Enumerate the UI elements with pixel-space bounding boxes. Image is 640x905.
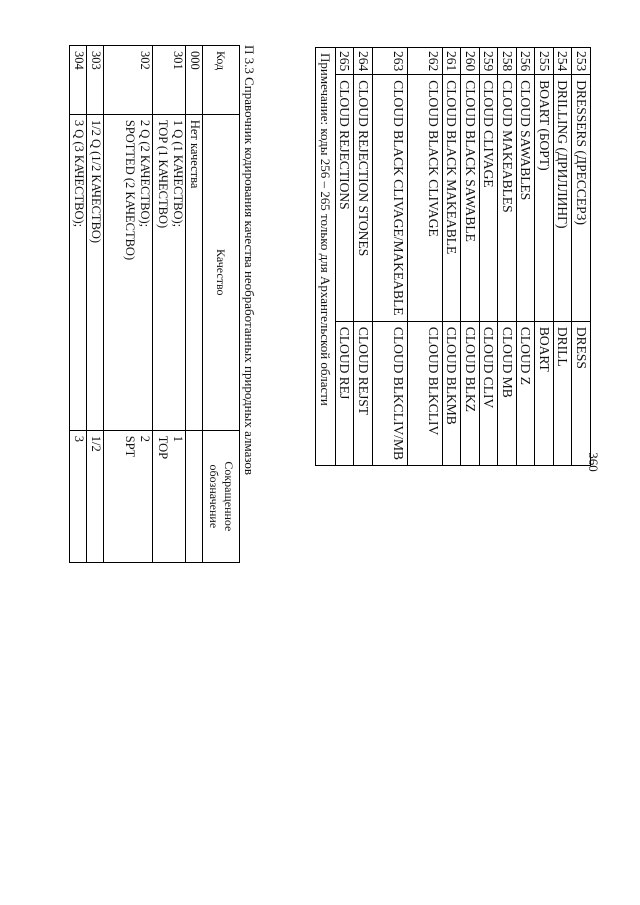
code-cell: 254 bbox=[554, 48, 573, 75]
abbr-cell: CLOUD BLKCLIV bbox=[408, 321, 443, 465]
abbr-cell bbox=[104, 430, 153, 562]
name-cell: DRILLING (ДРИЛЛИНГ) bbox=[554, 75, 573, 322]
abbr-line: 1 bbox=[171, 435, 185, 442]
code-cell: 255 bbox=[535, 48, 554, 75]
abbr-cell: DRESS bbox=[572, 321, 591, 465]
header-code-label: Код bbox=[214, 51, 229, 71]
name-cell: CLOUD BLACK CLIVAGE bbox=[408, 75, 443, 322]
abbr-line: TOP bbox=[156, 435, 170, 460]
name-cell: BOART (БОРТ) bbox=[535, 75, 554, 322]
table-row bbox=[554, 48, 573, 466]
table-row bbox=[480, 48, 499, 466]
quality-cell: 1/2 Q (1/2 КАЧЕСТВО) bbox=[87, 114, 104, 430]
name-cell: DRESSERS (ДРЕССЕРЗ) bbox=[572, 75, 591, 322]
table-row bbox=[153, 46, 186, 563]
code-cell: 262 bbox=[408, 48, 443, 75]
code-cell: 302 bbox=[104, 46, 153, 115]
table-caption: П 3.3 Справочник кодирования качества необработанных природных алмазов bbox=[242, 45, 257, 476]
abbr-cell: DRILL bbox=[554, 321, 573, 465]
name-cell: CLOUD SAWABLES bbox=[517, 75, 536, 322]
code-cell: 301 bbox=[153, 46, 186, 115]
abbr-cell bbox=[153, 430, 186, 562]
table-row bbox=[408, 48, 443, 466]
abbr-cell: CLOUD BLKZ bbox=[461, 321, 480, 465]
abbr-line: SPT bbox=[123, 435, 137, 458]
code-cell: 265 bbox=[336, 48, 355, 75]
abbr-cell: CLOUD MB bbox=[498, 321, 517, 465]
name-cell: CLOUD BLACK CLIVAGE/MAKEABLE bbox=[373, 75, 408, 322]
abbr-cell: CLOUD CLIV bbox=[480, 321, 499, 465]
name-cell: CLOUD BLACK MAKEABLE bbox=[443, 75, 462, 322]
table-row bbox=[354, 48, 373, 466]
code-cell: 259 bbox=[480, 48, 499, 75]
quality-line: TOP (1 КАЧЕСТВО) bbox=[156, 119, 170, 229]
table-row bbox=[461, 48, 480, 466]
header-abbr bbox=[203, 430, 240, 562]
quality-cell: Нет качества bbox=[186, 114, 203, 430]
code-cell: 260 bbox=[461, 48, 480, 75]
header-abbr-line1: Сокращенное bbox=[222, 461, 236, 532]
name-cell: CLOUD REJECTION STONES bbox=[354, 75, 373, 322]
abbr-cell: 1/2 bbox=[87, 430, 104, 562]
abbr-cell: CLOUD REJ bbox=[336, 321, 355, 465]
table-row bbox=[104, 46, 153, 563]
table-row bbox=[70, 46, 87, 563]
abbr-cell: CLOUD BLKCLIV/MB bbox=[373, 321, 408, 465]
table-note: Примечание: коды 256 – 265 только для Архангельской области bbox=[316, 48, 336, 466]
abbr-cell: CLOUD REJST bbox=[354, 321, 373, 465]
abbr-cell: CLOUD Z bbox=[517, 321, 536, 465]
page-number: 360 bbox=[586, 452, 601, 472]
code-cell: 261 bbox=[443, 48, 462, 75]
table-row bbox=[186, 46, 203, 563]
abbr-cell: 3 bbox=[70, 430, 87, 562]
abbr-cell bbox=[186, 430, 203, 562]
header-abbr-line2: обозначение bbox=[207, 464, 221, 529]
code-cell: 000 bbox=[186, 46, 203, 115]
abbr-cell: CLOUD BLKMB bbox=[443, 321, 462, 465]
abbr-line: 2 bbox=[138, 435, 152, 442]
header-quality bbox=[203, 114, 240, 430]
quality-line: 1 Q (1 КАЧЕСТВО); bbox=[171, 119, 185, 228]
table-note-row bbox=[316, 48, 336, 466]
quality-cell bbox=[104, 114, 153, 430]
header-code bbox=[203, 46, 240, 115]
name-cell: CLOUD MAKEABLES bbox=[498, 75, 517, 322]
code-cell: 263 bbox=[373, 48, 408, 75]
table-row bbox=[336, 48, 355, 466]
table-row bbox=[535, 48, 554, 466]
quality-cell bbox=[153, 114, 186, 430]
codes-table bbox=[315, 47, 591, 466]
table-row bbox=[572, 48, 591, 466]
abbr-cell: BOART bbox=[535, 321, 554, 465]
header-row bbox=[203, 46, 240, 563]
table-row bbox=[443, 48, 462, 466]
code-cell: 256 bbox=[517, 48, 536, 75]
code-cell: 258 bbox=[498, 48, 517, 75]
quality-cell: 3 Q (3 КАЧЕСТВО); bbox=[70, 114, 87, 430]
header-quality-label: Качество bbox=[214, 249, 229, 296]
code-cell: 304 bbox=[70, 46, 87, 115]
table-row bbox=[373, 48, 408, 466]
name-cell: CLOUD CLIVAGE bbox=[480, 75, 499, 322]
quality-line: SPOTTED (2 КАЧЕСТВО) bbox=[123, 119, 137, 261]
table-row bbox=[498, 48, 517, 466]
table-row bbox=[87, 46, 104, 563]
quality-table bbox=[69, 45, 240, 563]
code-cell: 253 bbox=[572, 48, 591, 75]
code-cell: 303 bbox=[87, 46, 104, 115]
table-row bbox=[517, 48, 536, 466]
name-cell: CLOUD BLACK SAWABLE bbox=[461, 75, 480, 322]
code-cell: 264 bbox=[354, 48, 373, 75]
quality-line: 2 Q (2 КАЧЕСТВО); bbox=[138, 119, 152, 228]
name-cell: CLOUD REJECTIONS bbox=[336, 75, 355, 322]
